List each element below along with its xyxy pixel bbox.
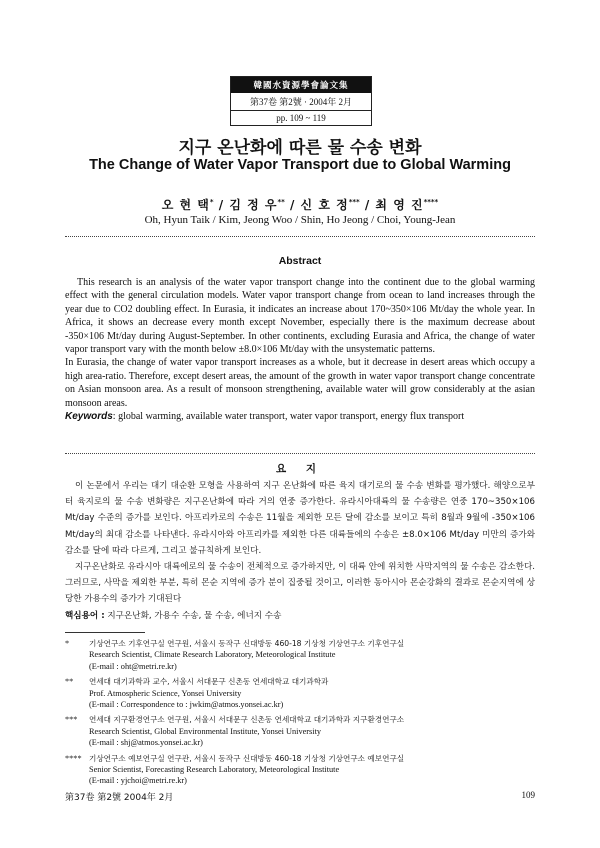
- footnote: [65, 714, 545, 748]
- journal-name: 韓國水資源學會論文集: [231, 77, 371, 93]
- keywords-label: Keywords: [65, 411, 113, 423]
- footnote-line: 기상연구소 예보연구실 연구관, 서울시 동작구 신대방동 460-18 기상청 기상연구소 예보연구실: [89, 753, 405, 763]
- authors-korean: [0, 196, 600, 213]
- author-4-name: 최 영 진: [375, 198, 424, 212]
- divider-top: [65, 236, 535, 237]
- summary-keywords: [65, 608, 535, 624]
- footnote-line: Research Scientist, Climate Research Laboratory, Meteorological Institute: [89, 650, 336, 660]
- footnote-email: (E-mail : shj@atmos.yonsei.ac.kr): [89, 738, 203, 748]
- abstract-body: [65, 276, 535, 423]
- author-3-name: 신 호 정: [300, 198, 349, 212]
- abstract-heading: Abstract: [278, 255, 322, 267]
- footnote-line: 연세대 지구환경연구소 연구원, 서울시 서대문구 신촌동 연세대학교 대기과학과 지구환경연구소: [89, 715, 405, 725]
- author-4-mark: ****: [423, 198, 439, 206]
- page-number: 109: [521, 790, 535, 800]
- keywords-text: : global warming, available water transport, water vapor transport, energy flux transport: [112, 411, 465, 423]
- footnote-line: 기상연구소 기후연구실 연구원, 서울시 동작구 신대방동 460-18 기상청 기상연구소 기후연구실: [89, 639, 405, 648]
- author-separator: /: [284, 198, 301, 212]
- footnote-mark: *: [65, 639, 70, 648]
- abstract-keywords: [65, 410, 535, 423]
- footnote-email: (E-mail : yjchoi@metri.re.kr): [89, 776, 187, 786]
- journal-volume-issue: 第37卷 第2號 · 2004年 2月: [231, 93, 371, 111]
- summary-body: [65, 478, 535, 624]
- author-separator: /: [213, 198, 230, 212]
- footer-issue: 第37卷 第2號 2004年 2月: [65, 793, 174, 803]
- footnote-line: Senior Scientist, Forecasting Research Laboratory, Meteorological Institute: [89, 765, 340, 775]
- footnote-email: (E-mail : Correspondence to : jwkim@atmos.yonsei.ac.kr): [89, 700, 284, 710]
- footnote-line: Prof. Atmospheric Science, Yonsei University: [89, 688, 242, 698]
- abstract-paragraph-2: In Eurasia, the change of water vapor transport increases as a whole, but it decrease in desert areas which occupy a high area-ratio. Therefore, except desert areas, the amount of the growth in water vapor transport change concentrate on Asian monsoon area. As a result of monsoon strengthening, available water will grow considerably at the asian monsoon areas.: [65, 357, 535, 409]
- author-1-mark: *: [209, 198, 214, 206]
- journal-pages: pp. 109 ~ 119: [276, 113, 326, 123]
- title-korean: 지구 온난화에 따른 물 수송 변화: [178, 138, 422, 158]
- author-1-name: 오 현 택: [161, 198, 210, 212]
- author-2-name: 김 정 우: [229, 198, 278, 212]
- summary-heading: 요 지: [276, 463, 324, 475]
- abstract-paragraph-1: This research is an analysis of the water vapor transport change into the continent due to the global warming effect with the general circulation models. Water vapor transport change from ocean to land increases through the year due to CO2 doubling effect. In Eurasia, it indicates an increase about 170~350×106 Mt/day the whole year. In Africa, it shows an decrease every month except November, especially there is the maximum decrease about -350×106 Mt/day during August-September. In other continents, excluding Eurasia and Africa, the change of water vapor transport vary with the month below ±8.0×106 Mt/day with the unsystematic patterns.: [65, 277, 535, 356]
- journal-info-box: [230, 76, 372, 126]
- footnote: [65, 638, 545, 672]
- author-separator: /: [359, 198, 376, 212]
- footnote-mark: **: [65, 677, 74, 687]
- author-3-mark: ***: [348, 198, 360, 206]
- footnote-rule: [65, 632, 145, 633]
- keywords-label-korean: 핵심용어 :: [65, 610, 105, 621]
- summary-paragraph-1: 이 논문에서 우리는 대기 대순환 모형을 사용하여 지구 온난화에 따른 육지 대기로의 물 수송 변화를 평가했다. 해양으로부터 육지로의 물 수송 변화량은 지구온난화에 따라 거의 연중 증가한다. 유라시아대륙의 물 수송량은 연중 170~350×106 Mt/day 수준의 증가를 보인다. 아프리카로의 수송은 11월을 제외한 모든 달에 감소를 보이고 특히 8월과 9월에 -350×106 Mt/day의 최대 감소를 나타낸다. 유라시아와 아프리카를 제외한 다른 대륙들에의 수송은 ±8.0×106 Mt/day 미만의 증가와 감소를 달에 따라 다르게, 그리고 불규칙하게 보인다.: [65, 481, 535, 556]
- title-english: The Change of Water Vapor Transport due to Global Warming: [89, 157, 511, 173]
- keywords-text-korean: 지구온난화, 가용수 수송, 물 수송, 에너지 수송: [104, 610, 282, 621]
- author-2-mark: **: [277, 198, 285, 206]
- footnote-line: Research Scientist, Global Environmental Institute, Yonsei University: [89, 726, 322, 736]
- footnotes: [65, 638, 545, 791]
- divider-middle: [65, 453, 535, 454]
- footnote-mark: ***: [65, 715, 78, 725]
- footnote: [65, 753, 545, 787]
- authors-english: Oh, Hyun Taik / Kim, Jeong Woo / Shin, Ho Jeong / Choi, Young-Jean: [144, 214, 456, 226]
- footnote-email: (E-mail : oht@metri.re.kr): [89, 661, 177, 671]
- summary-paragraph-2: 지구온난화로 유라시아 대륙에로의 물 수송이 전체적으로 증가하지만, 이 대륙 안에 위치한 사막지역의 물 수송은 감소한다. 그러므로, 사막을 제외한 부분, 특히 몬순 지역에 증가 분이 집중될 것이고, 이러한 동아시아 몬순강화의 결과로 몬순지역에 상당한 가용수의 증가가 기대된다: [65, 562, 535, 605]
- footnote-line: 연세대 대기과학과 교수, 서울시 서대문구 신촌동 연세대학교 대기과학과: [89, 677, 329, 687]
- footnote: [65, 676, 545, 710]
- footnote-mark: ****: [65, 753, 82, 763]
